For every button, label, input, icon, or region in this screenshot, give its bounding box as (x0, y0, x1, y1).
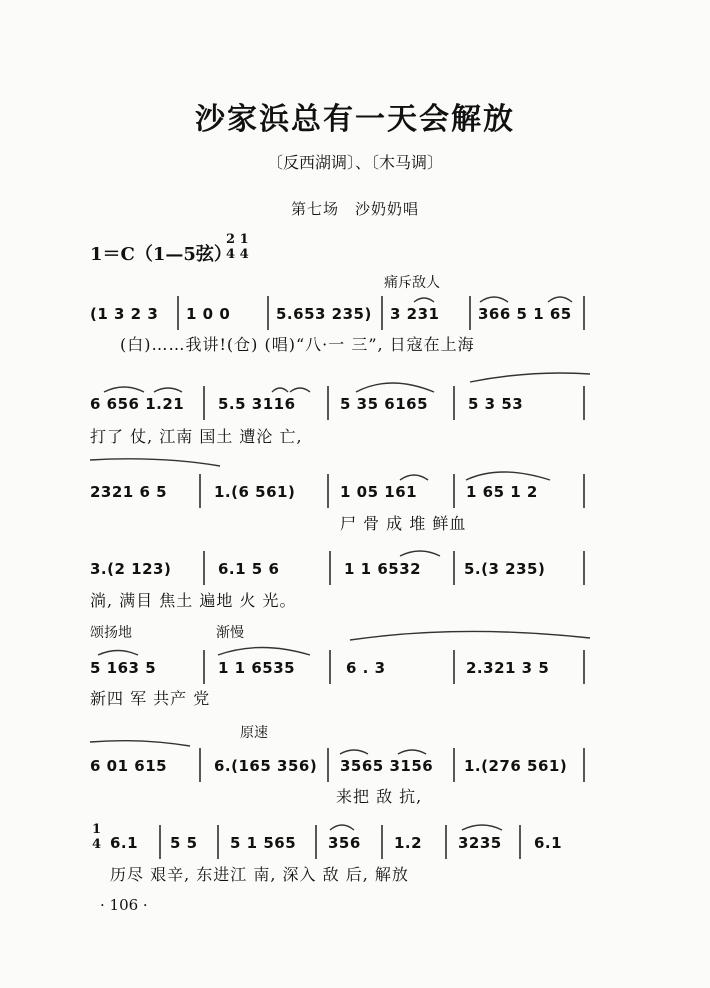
score-row-2-measure-4: 5 3 53 (468, 395, 524, 413)
score-row-3-measure-3: 1 05 161 (340, 483, 418, 501)
score-row-2-measure-1: 6 656 1.21 (90, 395, 185, 413)
lyric-row-4: 淌, 满目 焦土 遍地 火 光。 (90, 591, 297, 610)
score-row-6-measure-3: 3565 3156 (340, 757, 434, 775)
score-row-7-measure-7: 6.1 (534, 834, 563, 852)
score-row-1-measure-1: (1 3 2 3 (90, 305, 159, 323)
time-signature-bottom: 4 4 (226, 247, 249, 262)
score-row-5-measure-2: 1 1 6535 (218, 659, 296, 677)
scene-heading: 第七场 沙奶奶唱 (290, 200, 419, 218)
score-row-4-measure-4: 5.(3 235) (464, 560, 546, 578)
score-row-4-measure-1: 3.(2 123) (90, 560, 172, 578)
score-row-5-measure-1: 5 163 5 (90, 659, 157, 677)
score-row-1-measure-2: 1 0 0 (186, 305, 231, 323)
score-row-5-measure-4: 2.321 3 5 (466, 659, 550, 677)
score-row-1-measure-3: 5.653 235) (276, 305, 372, 323)
marking-jianman: 渐慢 (216, 625, 244, 641)
score-row-2-measure-2: 5.5 3116 (218, 395, 296, 413)
score-row-6-measure-4: 1.(276 561) (464, 757, 568, 775)
lyric-row-1: (白)……我讲!(仓) (唱)“八·一 三”, 日寇在上海 (120, 335, 475, 354)
score-row-3-measure-2: 1.(6 561) (214, 483, 296, 501)
score-row-7-measure-4: 356 (328, 834, 361, 852)
score-row-1-measure-5: 366 5 1 65 (478, 305, 572, 323)
score-row-3-measure-4: 1 65 1 2 (466, 483, 538, 501)
lyric-row-3: 尸 骨 成 堆 鲜血 (340, 514, 467, 533)
score-row-7-measure-5: 1.2 (394, 834, 423, 852)
score-row-2-measure-3: 5 35 6165 (340, 395, 429, 413)
score-row-1-measure-4: 3 231 (390, 305, 440, 323)
lyric-row-2: 打了 仗, 江南 国土 遭沦 亡, (90, 427, 303, 446)
time-signature-change: 1 4 (92, 822, 102, 852)
score-row-7-measure-6: 3235 (458, 834, 502, 852)
score-row-7-measure-3: 5 1 565 (230, 834, 297, 852)
marking-yuansu: 原速 (240, 725, 268, 741)
score-row-7-measure-1: 6.1 (110, 834, 139, 852)
score-row-4-measure-2: 6.1 5 6 (218, 560, 280, 578)
score-row-6-measure-1: 6 01 615 (90, 757, 168, 775)
key-signature: 1＝C（1—5弦） (90, 244, 232, 265)
marking-songyang: 颂扬地 (90, 625, 132, 641)
lyric-row-5: 新四 军 共产 党 (90, 689, 211, 708)
lyric-row-6: 来把 敌 抗, (336, 787, 423, 806)
song-title: 沙家浜总有一天会解放 (195, 102, 515, 137)
page-number: · 106 · (100, 896, 148, 914)
score-row-6-measure-2: 6.(165 356) (214, 757, 318, 775)
score-row-3-measure-1: 2321 6 5 (90, 483, 168, 501)
tune-subtitle: 〔反西湖调〕、〔木马调〕 (266, 153, 443, 172)
score-row-4-measure-3: 1 1 6532 (344, 560, 422, 578)
time-signature-top: 2 1 (226, 232, 249, 247)
score-row-7-measure-2: 5 5 (170, 834, 198, 852)
score-row-5-measure-3: 6 . 3 (346, 659, 386, 677)
lyric-row-7: 历尽 艰辛, 东进江 南, 深入 敌 后, 解放 (110, 865, 409, 884)
marking-tongchi: 痛斥敌人 (384, 275, 440, 291)
